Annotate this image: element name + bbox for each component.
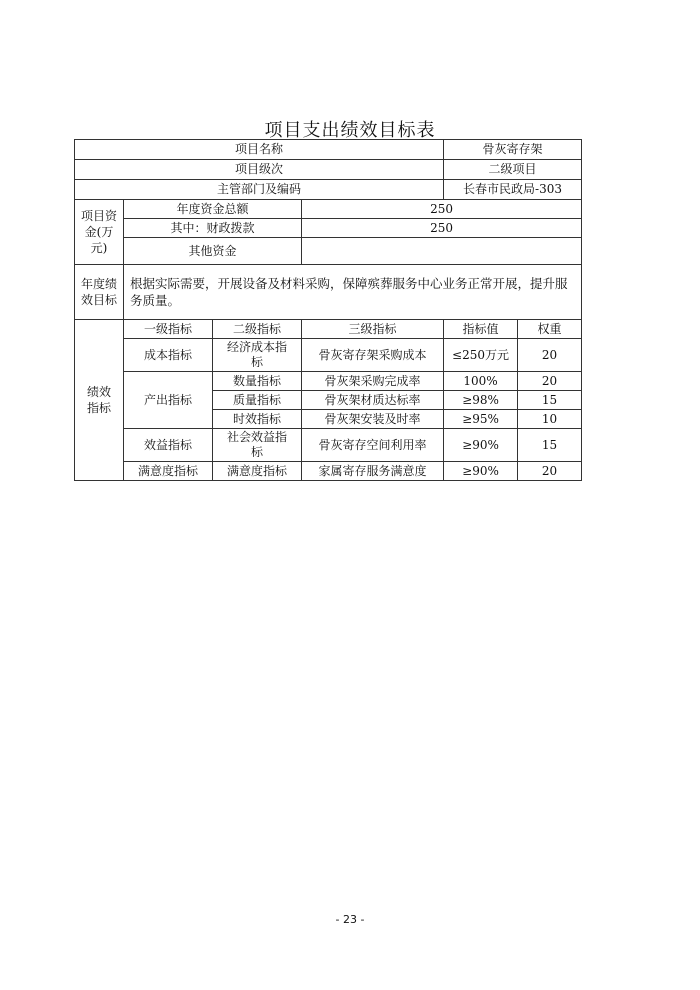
header-weight: 权重: [518, 320, 582, 339]
weight-cell: 10: [518, 410, 582, 429]
level1-benefit: 效益指标: [124, 429, 213, 462]
weight-cell: 20: [518, 462, 582, 481]
department-value: 长春市民政局-303: [444, 180, 582, 200]
value-cell: ≥95%: [444, 410, 518, 429]
weight-cell: 20: [518, 339, 582, 372]
project-level-value: 二级项目: [444, 160, 582, 180]
level1-output: 产出指标: [124, 372, 213, 429]
level2-cell: 质量指标: [213, 391, 302, 410]
fund-other-label: 其他资金: [124, 238, 302, 265]
fund-other-row: [75, 238, 582, 265]
level2-cell: 时效指标: [213, 410, 302, 429]
annual-goal-text: 根据实际需要，开展设备及材料采购，保障殡葬服务中心业务正常开展，提升服务质量。: [124, 265, 582, 320]
level2-cell: 经济成本指标: [213, 339, 302, 372]
weight-cell: 15: [518, 429, 582, 462]
value-cell: ≥90%: [444, 462, 518, 481]
level3-cell: 家属寄存服务满意度: [302, 462, 444, 481]
project-level-label: 项目级次: [75, 160, 444, 180]
fund-total-row: [75, 200, 582, 219]
value-cell: ≥98%: [444, 391, 518, 410]
project-name-row: [75, 140, 582, 160]
header-level3: 三级指标: [302, 320, 444, 339]
indicator-header-row: [75, 320, 582, 339]
project-name-value: 骨灰寄存架: [444, 140, 582, 160]
fund-total-value: 250: [302, 200, 582, 219]
header-value: 指标值: [444, 320, 518, 339]
performance-table: [74, 139, 582, 481]
level3-cell: 骨灰架安装及时率: [302, 410, 444, 429]
level1-satisfaction: 满意度指标: [124, 462, 213, 481]
level3-cell: 骨灰架采购完成率: [302, 372, 444, 391]
fund-fiscal-row: [75, 219, 582, 238]
indicator-row: [75, 339, 582, 372]
value-cell: ≥90%: [444, 429, 518, 462]
page-title: 项目支出绩效目标表: [264, 120, 436, 141]
page-number: - 23 -: [335, 913, 365, 926]
value-cell: ≤250万元: [444, 339, 518, 372]
level2-cell: 满意度指标: [213, 462, 302, 481]
funds-label: 项目资金(万元): [75, 200, 124, 265]
level3-cell: 骨灰寄存空间利用率: [302, 429, 444, 462]
department-label: 主管部门及编码: [75, 180, 444, 200]
fund-fiscal-value: 250: [302, 219, 582, 238]
level3-cell: 骨灰寄存架采购成本: [302, 339, 444, 372]
header-level1: 一级指标: [124, 320, 213, 339]
annual-goal-row: [75, 265, 582, 320]
indicators-label: 绩效指标: [75, 320, 124, 481]
fund-fiscal-label: 其中：财政拨款: [124, 219, 302, 238]
annual-goal-label: 年度绩效目标: [75, 265, 124, 320]
level2-cell: 社会效益指标: [213, 429, 302, 462]
indicator-row: [75, 372, 582, 391]
project-level-row: [75, 160, 582, 180]
weight-cell: 20: [518, 372, 582, 391]
project-name-label: 项目名称: [75, 140, 444, 160]
level2-cell: 数量指标: [213, 372, 302, 391]
department-row: [75, 180, 582, 200]
level1-cost: 成本指标: [124, 339, 213, 372]
fund-total-label: 年度资金总额: [124, 200, 302, 219]
indicator-row: [75, 429, 582, 462]
value-cell: 100%: [444, 372, 518, 391]
indicator-row: [75, 462, 582, 481]
fund-other-value: [302, 238, 582, 265]
weight-cell: 15: [518, 391, 582, 410]
header-level2: 二级指标: [213, 320, 302, 339]
level3-cell: 骨灰架材质达标率: [302, 391, 444, 410]
